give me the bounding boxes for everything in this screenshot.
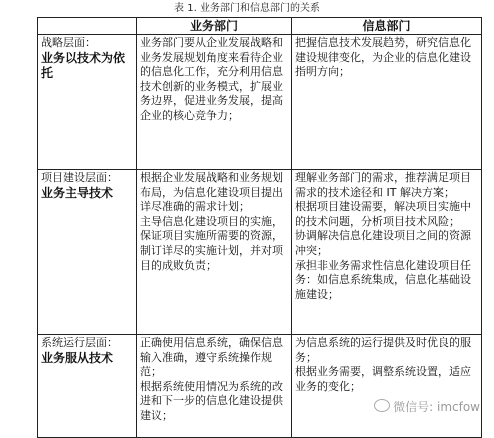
business-text: 正确使用信息系统，确保信息输入准确，遵守系统操作规范；	[140, 336, 283, 379]
row-label	[38, 35, 137, 170]
it-cell	[292, 335, 482, 438]
role-label: 业务以技术为依托	[41, 50, 126, 80]
business-text: 根据企业发展战略和业务规划布局，为信息化建设项目提出详尽准确的需求计划；	[140, 171, 283, 214]
table-row	[38, 170, 482, 335]
watermark-text: 微信号: imcfow	[393, 400, 480, 414]
watermark	[374, 398, 480, 415]
business-cell	[137, 35, 292, 170]
role-label: 业务主导技术	[41, 185, 114, 200]
business-cell	[137, 170, 292, 335]
row-label	[38, 335, 137, 438]
row-label	[38, 170, 137, 335]
it-text: 理解业务部门的需求，推荐满足项目需求的技术途径和 IT 解决方案；	[295, 171, 471, 199]
it-text: 协调解决信息化建设项目之间的资源冲突；	[295, 229, 471, 257]
it-cell	[292, 35, 482, 170]
it-text: 承担非业务需求性信息化建设项目任务：如信息系统集成，信息化基础设施建设；	[295, 258, 471, 301]
role-label: 业务服从技术	[41, 350, 114, 365]
table-row	[38, 335, 482, 438]
level-label: 系统运行层面：	[41, 336, 118, 349]
business-text: 业务部门要从企业发展战略和业务发展规划角度来看待企业的信息化工作，充分利用信息技术创新的业务模式，扩展业务边界，促进业务发展，提高企业的核心竞争力；	[140, 36, 283, 122]
it-cell	[292, 170, 482, 335]
relationship-table	[37, 17, 482, 438]
it-text: 把握信息技术发展趋势，研究信息化建设规律变化，为企业的信息化建设指明方向；	[295, 36, 471, 79]
business-text: 主导信息化建设项目的实施，保证项目实施所需要的资源，制订详尽的实施计划，并对项目的成败负责；	[140, 214, 283, 272]
table-row	[38, 35, 482, 170]
header-row	[38, 18, 482, 35]
header-business: 业务部门	[137, 18, 292, 35]
it-text: 为信息系统的运行提供及时优良的服务；	[295, 336, 471, 364]
it-text: 根据业务需要，调整系统设置，适应业务的变化；	[295, 365, 471, 393]
table-caption: 表 1. 业务部门和信息部门的关系	[174, 3, 320, 14]
header-empty	[38, 18, 137, 35]
business-text: 根据系统使用情况为系统的改进和下一步的信息化建设提供建议；	[140, 379, 283, 422]
it-text: 根据项目建设需要，解决项目实施中的技术问题，分析项目技术风险；	[295, 200, 471, 228]
level-label: 战略层面：	[41, 36, 96, 49]
level-label: 项目建设层面：	[41, 171, 118, 184]
business-cell	[137, 335, 292, 438]
header-it: 信息部门	[292, 18, 482, 35]
wechat-icon	[374, 399, 390, 412]
